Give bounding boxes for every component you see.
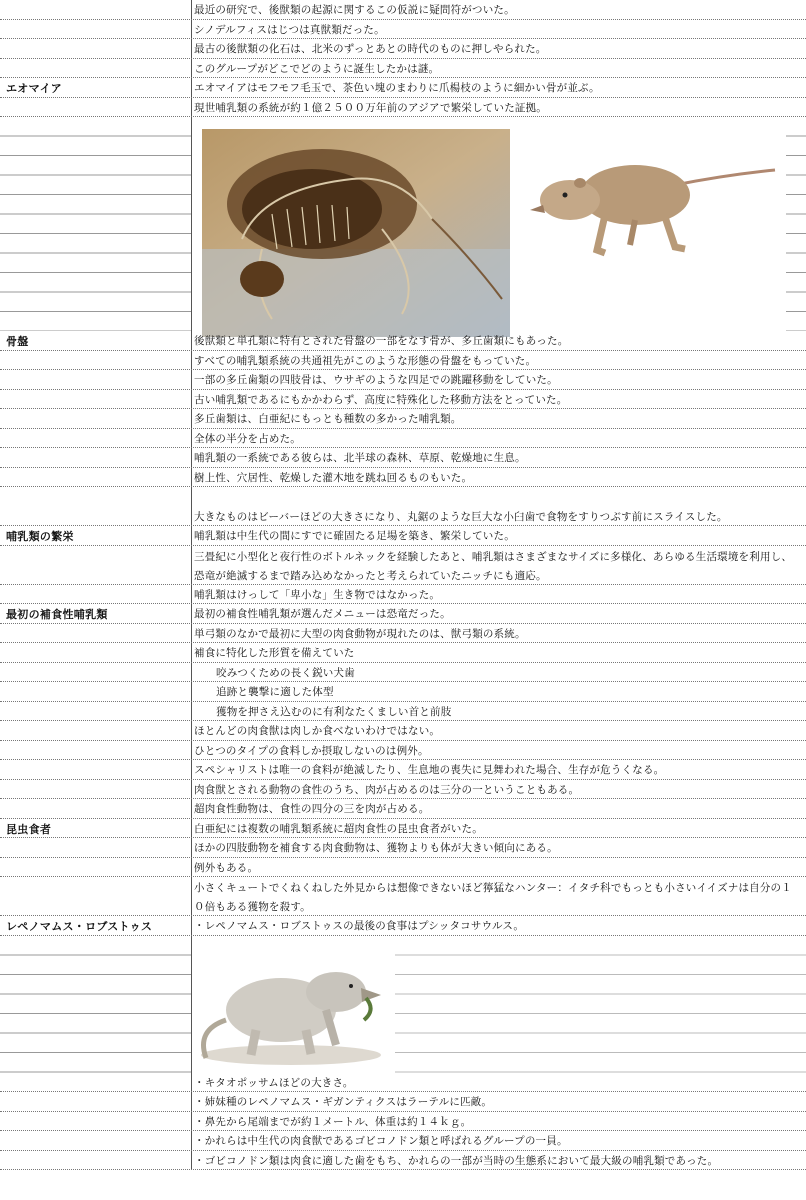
eomaia-fossil-image [202, 129, 510, 337]
sheet-row [0, 780, 806, 800]
row-text: ・ゴビコノドン類は肉食に適した歯をもち、かれらの一部が当時の生態系において最大級の哺乳類であった。 [194, 1154, 719, 1167]
row-text: すべての哺乳類系統の共通祖先がこのような形態の骨盤をもっていた。 [194, 354, 537, 367]
sheet-row [0, 0, 806, 20]
row-text: 哺乳類はけっして「卑小な」生き物ではなかった。 [194, 588, 441, 601]
sheet-row [0, 604, 806, 624]
row-text: ・姉妹種のレペノマムス・ギガンティクスはラーテルに匹敵。 [194, 1096, 493, 1108]
row-text: 例外もある。 [194, 861, 259, 874]
row-text-indented: 追跡と襲撃に適した体型 [216, 686, 334, 698]
row-text: 現世哺乳類の系統が約１億２５００万年前のアジアで繁栄していた証拠。 [194, 101, 547, 114]
row-text: 単弓類のなかで最初に大型の肉食動物が現れたのは、獣弓類の系統。 [194, 627, 526, 640]
sheet-row [0, 819, 806, 839]
row-text: スペシャリストは唯一の食料が絶滅したり、生息地の喪失に見舞われた場合、生存が危うくなる。 [194, 764, 665, 776]
sheet-row [0, 409, 806, 429]
sheet-row [0, 526, 806, 546]
row-heading: 昆虫食者 [6, 822, 52, 836]
row-heading: レペノマムス・ロブストゥス [6, 920, 153, 933]
row-text: ・キタオポッサムほどの大きさ。 [194, 1076, 354, 1089]
sheet-row [0, 1151, 806, 1171]
sheet-row [0, 78, 806, 98]
sheet-row [0, 448, 806, 468]
row-text: 哺乳類は中生代の間にすでに確固たる足場を築き、繁栄していた。 [194, 530, 515, 542]
row-text: 古い哺乳類であるにもかかわらず、高度に特殊化した移動方法をとっていた。 [194, 393, 568, 406]
row-text: 最初の補食性哺乳類が選んだメニューは恐竜だった。 [194, 608, 451, 620]
row-heading: 骨盤 [6, 335, 29, 348]
row-text: シノデルフィスはじつは真獣類だった。 [194, 23, 385, 36]
sheet-row [0, 546, 806, 585]
sheet-row [0, 838, 806, 858]
sheet-row [0, 331, 806, 351]
repenomamus-image-block [0, 936, 806, 1073]
row-text: 最古の後獣類の化石は、北米のずっとあとの時代のものに押しやられた。 [194, 43, 547, 55]
sheet-row [0, 682, 806, 702]
row-text: 樹上性、穴居性、乾燥した灌木地を跳ね回るものもいた。 [194, 471, 473, 484]
row-text: ・かれらは中生代の肉食獣であるゴビコノドン類と呼ばれるグループの一員。 [194, 1135, 568, 1147]
row-text: 白亜紀には複数の哺乳類系統に超肉食性の昆虫食者がいた。 [194, 822, 483, 835]
sheet-row [0, 721, 806, 741]
sheet-row [0, 799, 806, 819]
sheet-row [0, 59, 806, 79]
row-text: 後獣類と単孔類に特有とされた骨盤の一部をなす骨が、多丘歯類にもあった。 [194, 335, 569, 347]
row-text: 一部の多丘歯類の四肢骨は、ウサギのような四足での跳躍移動をしていた。 [194, 374, 558, 386]
eomaia-reconstruction-image [525, 145, 780, 265]
sheet-row [0, 468, 806, 488]
row-text: 小さくキュートでくねくねした外見からは想像できないほど獰猛なハンター：イタチ科でもっとも小さいイイズナは自分の１０倍もある獲物を殺す。 [194, 882, 792, 913]
sheet-row [0, 624, 806, 644]
row-heading: 最初の補食性哺乳類 [6, 608, 108, 621]
row-text: 大きなものはビーバーほどの大きさになり、丸鋸のような巨大な小臼歯で食物をすりつぶす前にスライスした。 [194, 511, 728, 523]
sheet-row [0, 351, 806, 371]
row-text: 三畳紀に小型化と夜行性のボトルネックを経験したあと、哺乳類はさまざまなサイズに多様化、あらゆる生活環境を利用し、恐竜が絶滅するまで踏み込めなかったと考えられていたニッチにも適応。 [194, 550, 793, 582]
eomaia-image-block [0, 117, 806, 331]
sheet-row [0, 1131, 806, 1151]
row-text: 最近の研究で、後獣類の起源に関するこの仮説に疑問符がついた。 [194, 4, 515, 16]
row-text: ・鼻先から尾端までが約１メートル、体重は約１４ｋｇ。 [194, 1115, 472, 1128]
row-text: エオマイアはモフモフ毛玉で、茶色い塊のまわりに爪楊枝のように細かい骨が並ぶ。 [194, 82, 600, 94]
repenomamus-image [196, 950, 386, 1068]
row-text: 哺乳類の一系統である彼らは、北半球の森林、草原、乾燥地に生息。 [194, 452, 526, 464]
sheet-row [0, 663, 806, 683]
row-heading: エオマイア [6, 82, 62, 95]
sheet-row [0, 760, 806, 780]
sheet-row [0, 877, 806, 916]
sheet-row [0, 643, 806, 663]
sheet-row [0, 1092, 806, 1112]
sheet-row [0, 741, 806, 761]
sheet-row [0, 585, 806, 605]
sheet-row [0, 487, 806, 526]
sheet-row [0, 39, 806, 59]
row-text: 肉食獣とされる動物の食性のうち、肉が占めるのは三分の一ということもある。 [194, 783, 580, 796]
row-text: ほかの四肢動物を補食する肉食動物は、獲物よりも体が大きい傾向にある。 [194, 842, 558, 854]
sheet-row [0, 916, 806, 936]
row-text-indented: 獲物を押さえ込むのに有利なたくましい首と前肢 [216, 705, 452, 718]
row-text: 多丘歯類は、白亜紀にもっとも種数の多かった哺乳類。 [194, 413, 462, 425]
row-text: ほとんどの肉食獣は肉しか食べないわけではない。 [194, 725, 441, 737]
sheet-row [0, 858, 806, 878]
sheet-row [0, 702, 806, 722]
sheet-row [0, 20, 806, 40]
row-text: ひとつのタイプの食料しか摂取しないのは例外。 [194, 744, 429, 757]
sheet-row [0, 1112, 806, 1132]
row-text: 補食に特化した形質を備えていた [194, 647, 355, 659]
row-text: このグループがどこでどのように誕生したかは謎。 [194, 62, 440, 75]
row-text-indented: 咬みつくための長く鋭い犬歯 [216, 666, 355, 679]
sheet-row [0, 370, 806, 390]
sheet-row [0, 1073, 806, 1093]
left-column-rows [0, 117, 191, 331]
sheet-row [0, 98, 806, 118]
row-text: ・レペノマムス・ロブストゥスの最後の食事はプシッタコサウルス。 [194, 920, 525, 932]
sheet-row [0, 429, 806, 449]
row-text: 超肉食性動物は、食性の四分の三を肉が占める。 [194, 803, 430, 815]
row-text: 全体の半分を占めた。 [194, 432, 301, 445]
row-heading: 哺乳類の繁栄 [6, 530, 74, 543]
sheet-row [0, 390, 806, 410]
